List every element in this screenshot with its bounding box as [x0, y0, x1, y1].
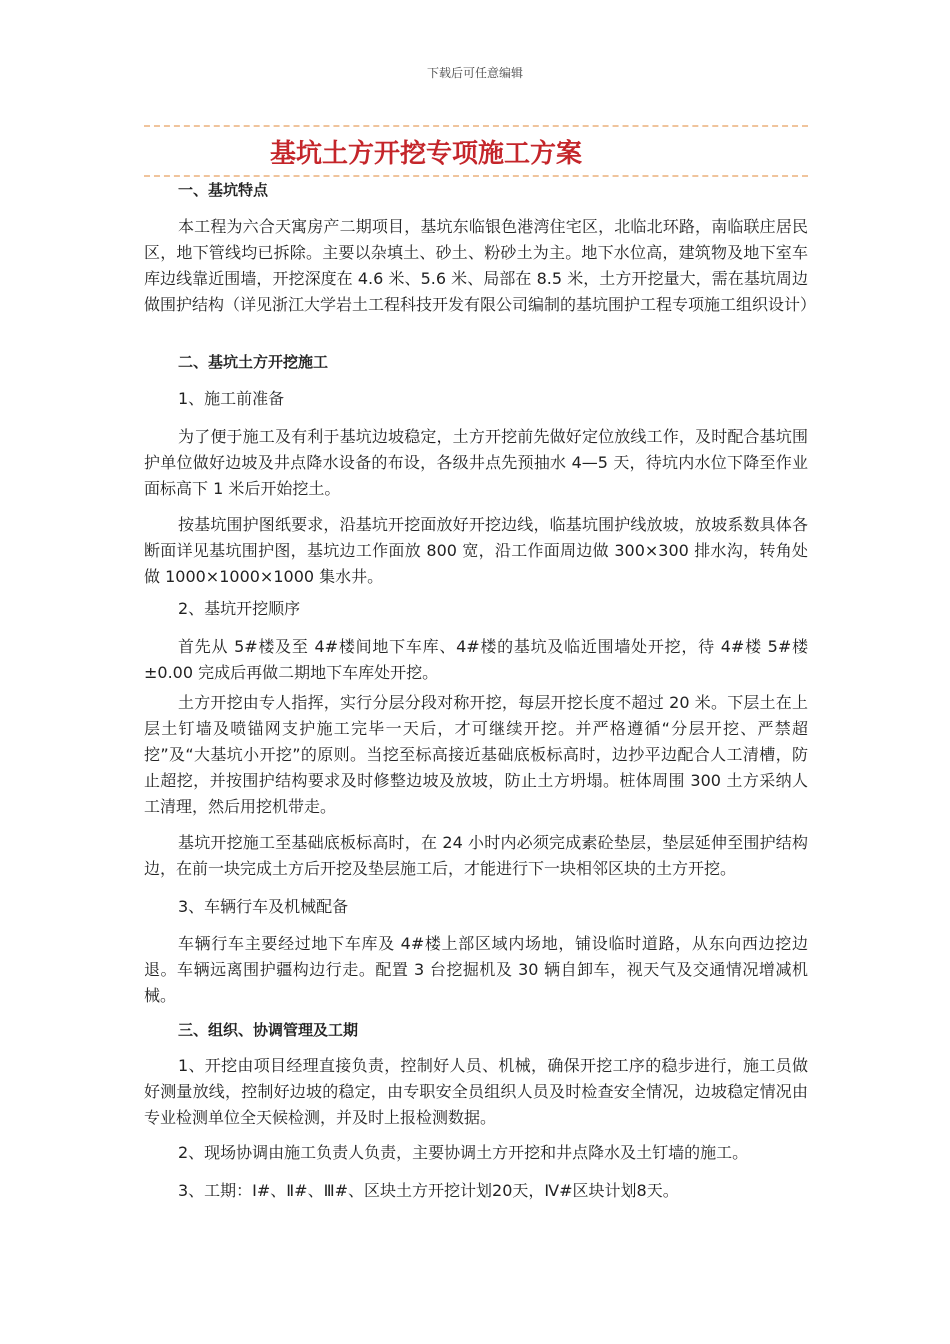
paragraph: 按基坑围护图纸要求，沿基坑开挖面放好开挖边线，临基坑围护线放坡，放坡系数具体各断面详见基坑围护图，基坑边工作面放 800 宽，沿工作面周边做 300×300 排水沟，转角处做 1000×1000×1000 集水井。	[144, 515, 808, 586]
paragraph: 本工程为六合天寓房产二期项目，基坑东临银色港湾住宅区，北临北环路，南临联庄居民区，地下管线均已拆除。主要以杂填土、砂土、粉砂土为主。地下水位高，建筑物及地下室车库边线靠近围墙，开挖深度在 4.6 米、5.6 米、局部在 8.5 米，土方开挖量大，需在基坑周边做围护结构（详见浙江大学岩土工程科技开发有限公司编制的基坑围护工程专项施工组织设计）	[144, 217, 817, 314]
divider-top	[144, 125, 808, 127]
paragraph: 车辆行车主要经过地下车库及 4#楼上部区域内场地，铺设临时道路，从东向西边挖边退。车辆远离围护疆构边行走。配置 3 台挖掘机及 30 辆自卸车，视天气及交通情况增减机械。	[144, 934, 808, 1005]
header-note: 下载后可任意编辑	[426, 66, 523, 80]
subheading: 1、施工前准备	[178, 389, 285, 408]
subheading: 2、基坑开挖顺序	[178, 599, 301, 618]
document-title: 基坑土方开挖专项施工方案	[270, 139, 583, 169]
section-heading-2: 二、基坑土方开挖施工	[178, 353, 329, 371]
paragraph: 土方开挖由专人指挥，实行分层分段对称开挖，每层开挖长度不超过 20 米。下层土在上层土钉墙及喷锚网支护施工完毕一天后，才可继续开挖。并严格遵循“分层开挖、严禁超挖”及“大基坑小开挖”的原则。当挖至标高接近基础底板标高时，边抄平边配合人工清槽，防止超挖，并按围护结构要求及时修整边坡及放坡，防止土方坍塌。桩体周围 300 土方采纳人工清理，然后用挖机带走。	[144, 693, 808, 816]
paragraph: 1、开挖由项目经理直接负责，控制好人员、机械，确保开挖工序的稳步进行，施工员做好测量放线，控制好边坡的稳定，由专职安全员组织人员及时检查安全情况，边坡稳定情况由专业检测单位全天候检测，并及时上报检测数据。	[144, 1056, 808, 1127]
subheading: 3、车辆行车及机械配备	[178, 897, 349, 916]
section-heading-1: 一、基坑特点	[178, 181, 269, 199]
paragraph: 首先从 5#楼及至 4#楼间地下车库、4#楼的基坑及临近围墙处开挖，待 4#楼 5#楼±0.00 完成后再做二期地下车库处开挖。	[144, 637, 808, 682]
section-heading-3: 三、组织、协调管理及工期	[178, 1021, 359, 1039]
paragraph: 2、现场协调由施工负责人负责，主要协调土方开挖和井点降水及土钉墙的施工。	[178, 1143, 749, 1162]
paragraph: 基坑开挖施工至基础底板标高时，在 24 小时内必须完成素砼垫层，垫层延伸至围护结构边，在前一块完成土方后开挖及垫层施工后，才能进行下一块相邻区块的土方开挖。	[144, 833, 808, 878]
paragraph: 3、工期：Ⅰ#、Ⅱ#、Ⅲ#、区块土方开挖计划20天，Ⅳ#区块计划8天。	[178, 1181, 679, 1200]
paragraph: 为了便于施工及有利于基坑边坡稳定，土方开挖前先做好定位放线工作，及时配合基坑围护单位做好边坡及井点降水设备的布设，各级井点先预抽水 4—5 天，待坑内水位下降至作业面标高下 1 米后开始挖土。	[144, 427, 808, 498]
